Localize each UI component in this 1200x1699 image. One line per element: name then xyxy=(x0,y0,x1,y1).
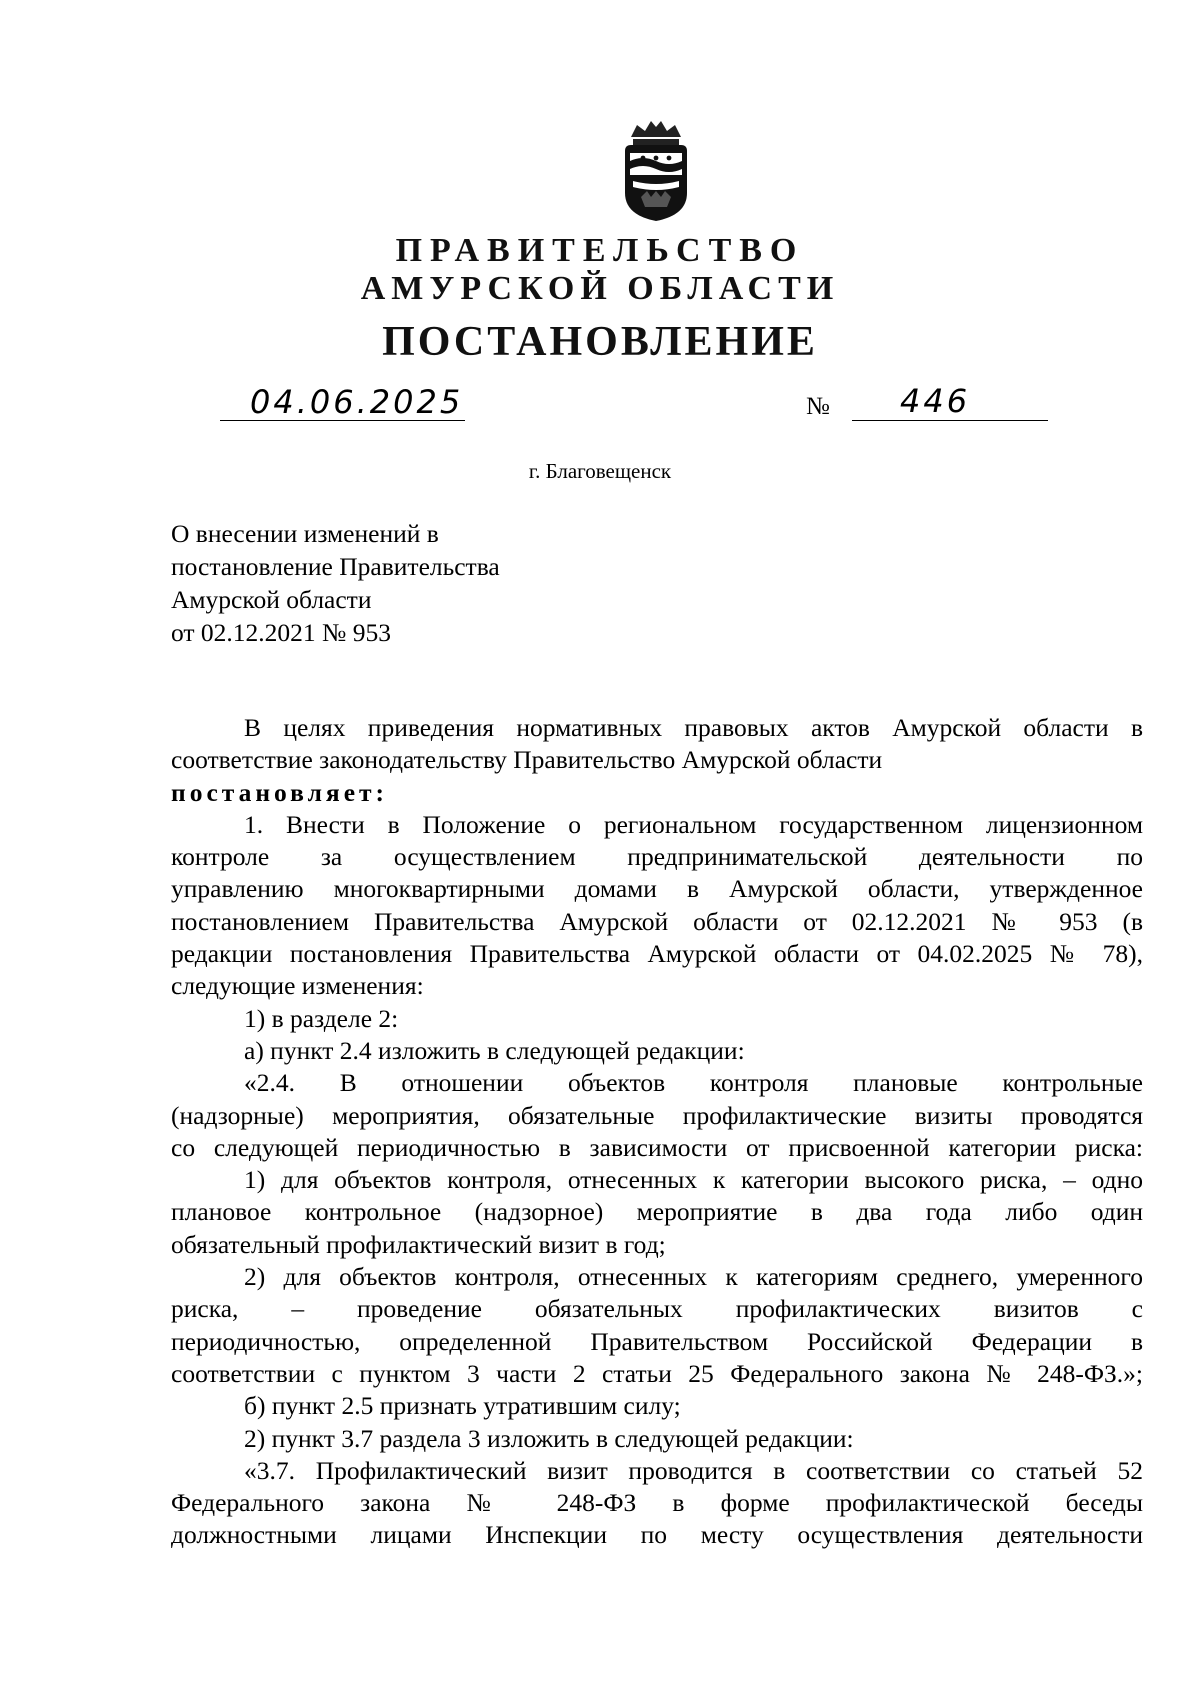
amur-coat-of-arms-emblem xyxy=(621,117,691,223)
body-line: соответствии с пунктом 3 части 2 статьи 25 Федерального закона № 248-ФЗ.»; xyxy=(171,1358,1143,1388)
document-body xyxy=(171,712,1143,1552)
subject-line: от 02.12.2021 № 953 xyxy=(171,618,392,647)
body-line: риска, – проведение обязательных профилактических визитов с xyxy=(171,1294,1143,1324)
decree-keyword: постановляет: xyxy=(171,777,389,807)
body-line: следующие изменения: xyxy=(171,971,424,1001)
subject-line: Амурской области xyxy=(171,585,372,614)
body-line: обязательный профилактический визит в год; xyxy=(171,1229,666,1259)
number-sign-label: № xyxy=(806,393,830,420)
date-underline xyxy=(220,420,465,421)
body-line: должностными лицами Инспекции по месту осуществления деятельности xyxy=(171,1520,1143,1550)
document-subject xyxy=(171,517,500,649)
body-line: 2) пункт 3.7 раздела 3 изложить в следующей редакции: xyxy=(244,1423,854,1453)
body-line: б) пункт 2.5 признать утратившим силу; xyxy=(244,1391,681,1421)
body-line: «3.7. Профилактический визит проводится в соответствии со статьей 52 xyxy=(244,1455,1143,1485)
body-line: контроле за осуществлением предпринимательской деятельности по xyxy=(171,842,1143,872)
body-line: 1. Внести в Положение о региональном государственном лицензионном xyxy=(244,809,1143,839)
handwritten-date: 04.06.2025 xyxy=(250,383,464,421)
document-type-title: ПОСТАНОВЛЕНИЕ xyxy=(382,319,818,365)
body-line: В целях приведения нормативных правовых актов Амурской области в xyxy=(244,713,1143,742)
city-name: г. Благовещенск xyxy=(528,459,672,483)
body-line: (надзорные) мероприятия, обязательные профилактические визиты проводятся xyxy=(171,1100,1143,1130)
body-line: а) пункт 2.4 изложить в следующей редакции: xyxy=(244,1035,745,1065)
body-line: Федерального закона № 248-ФЗ в форме профилактической беседы xyxy=(171,1488,1143,1518)
body-line: соответствие законодательству Правительство Амурской области xyxy=(171,745,883,775)
body-line: 1) в разделе 2: xyxy=(244,1003,399,1033)
body-line: периодичностью, определенной Правительством Российской Федерации в xyxy=(171,1326,1143,1356)
body-line: плановое контрольное (надзорное) мероприятие в два года либо один xyxy=(171,1197,1143,1227)
body-line: «2.4. В отношении объектов контроля плановые контрольные xyxy=(244,1068,1143,1098)
government-title-line-2: АМУРСКОЙ ОБЛАСТИ xyxy=(360,270,840,307)
number-underline xyxy=(852,420,1048,421)
body-line: 1) для объектов контроля, отнесенных к категории высокого риска, – одно xyxy=(244,1165,1143,1195)
handwritten-document-number: 446 xyxy=(900,382,971,420)
body-line: управлению многоквартирными домами в Амурской области, утвержденное xyxy=(171,874,1143,904)
body-line: редакции постановления Правительства Амурской области от 04.02.2025 № 78), xyxy=(171,939,1143,969)
body-line: постановлением Правительства Амурской области от 02.12.2021 № 953 (в xyxy=(171,906,1143,936)
body-line: 2) для объектов контроля, отнесенных к категориям среднего, умеренного xyxy=(244,1262,1143,1292)
government-title-line-1: ПРАВИТЕЛЬСТВО xyxy=(395,232,805,269)
subject-line: О внесении изменений в xyxy=(171,519,439,548)
subject-line: постановление Правительства xyxy=(171,552,500,581)
body-line: со следующей периодичностью в зависимости от присвоенной категории риска: xyxy=(171,1132,1143,1162)
